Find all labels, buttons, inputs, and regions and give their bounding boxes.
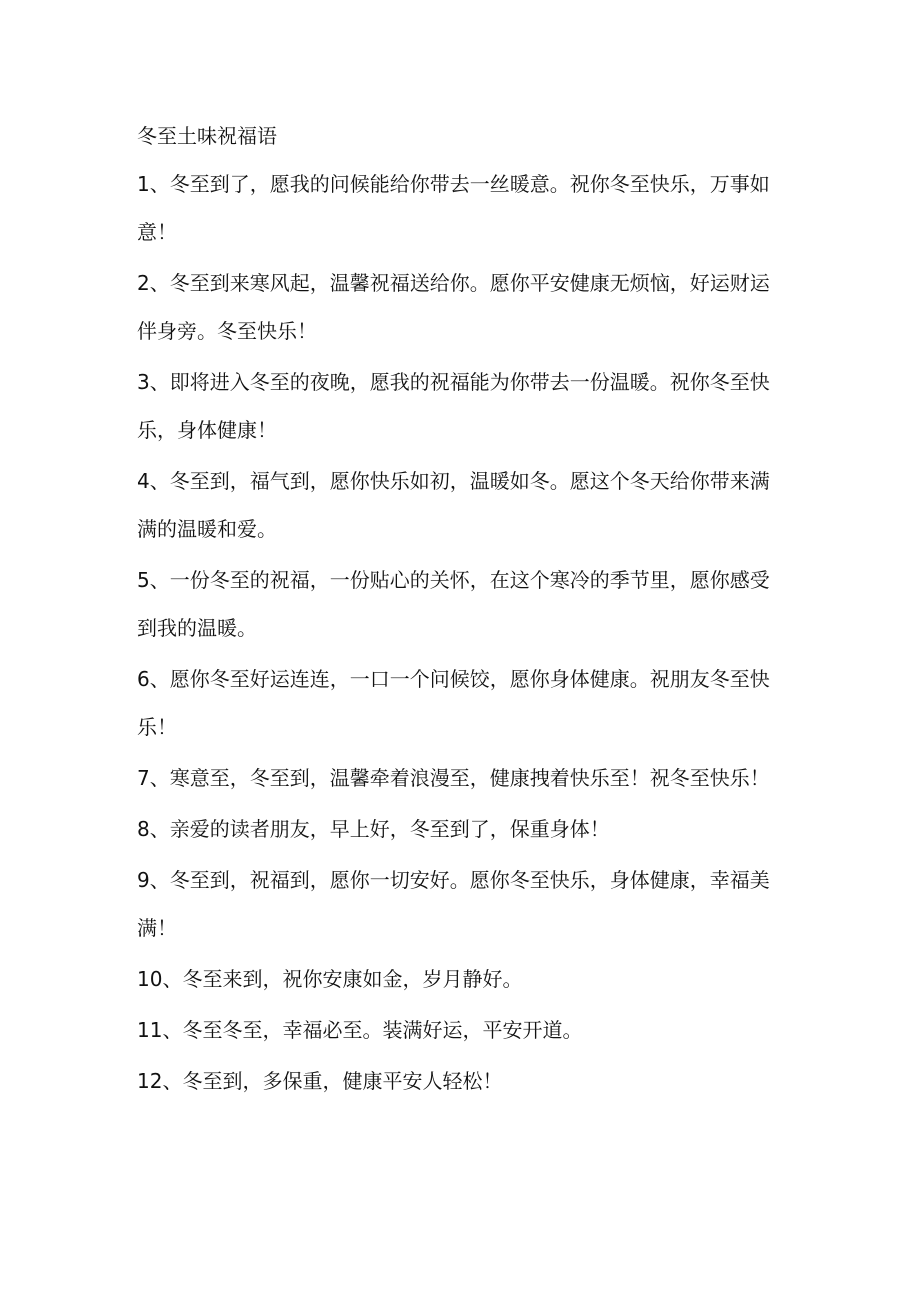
greeting-item-1: 1、冬至到了，愿我的问候能给你带去一丝暖意。祝你冬至快乐，万事如意！ bbox=[137, 172, 770, 244]
greeting-item-12: 12、冬至到，多保重，健康平安人轻松！ bbox=[137, 1069, 503, 1093]
document-body bbox=[137, 112, 787, 1108]
greeting-item-2: 2、冬至到来寒风起，温馨祝福送给你。愿你平安健康无烦恼，好运财运伴身旁。冬至快乐！ bbox=[137, 271, 770, 343]
greeting-item-11: 11、冬至冬至，幸福必至。装满好运，平安开道。 bbox=[137, 1018, 583, 1042]
greeting-item-10: 10、冬至来到，祝你安康如金，岁月静好。 bbox=[137, 967, 523, 991]
greeting-item-5: 5、一份冬至的祝福，一份贴心的关怀，在这个寒冷的季节里，愿你感受到我的温暖。 bbox=[137, 568, 770, 640]
greeting-item-7: 7、寒意至，冬至到，温馨牵着浪漫至，健康拽着快乐至！祝冬至快乐！ bbox=[137, 766, 770, 790]
greeting-item-4: 4、冬至到，福气到，愿你快乐如初，温暖如冬。愿这个冬天给你带来满满的温暖和爱。 bbox=[137, 469, 770, 541]
greeting-item-6: 6、愿你冬至好运连连，一口一个问候饺，愿你身体健康。祝朋友冬至快乐！ bbox=[137, 667, 770, 739]
document-title: 冬至土味祝福语 bbox=[137, 124, 277, 148]
greeting-item-9: 9、冬至到，祝福到，愿你一切安好。愿你冬至快乐，身体健康，幸福美满！ bbox=[137, 868, 770, 940]
greeting-item-3: 3、即将进入冬至的夜晚，愿我的祝福能为你带去一份温暖。祝你冬至快乐，身体健康！ bbox=[137, 370, 770, 442]
greeting-item-8: 8、亲爱的读者朋友，早上好，冬至到了，保重身体！ bbox=[137, 817, 610, 841]
